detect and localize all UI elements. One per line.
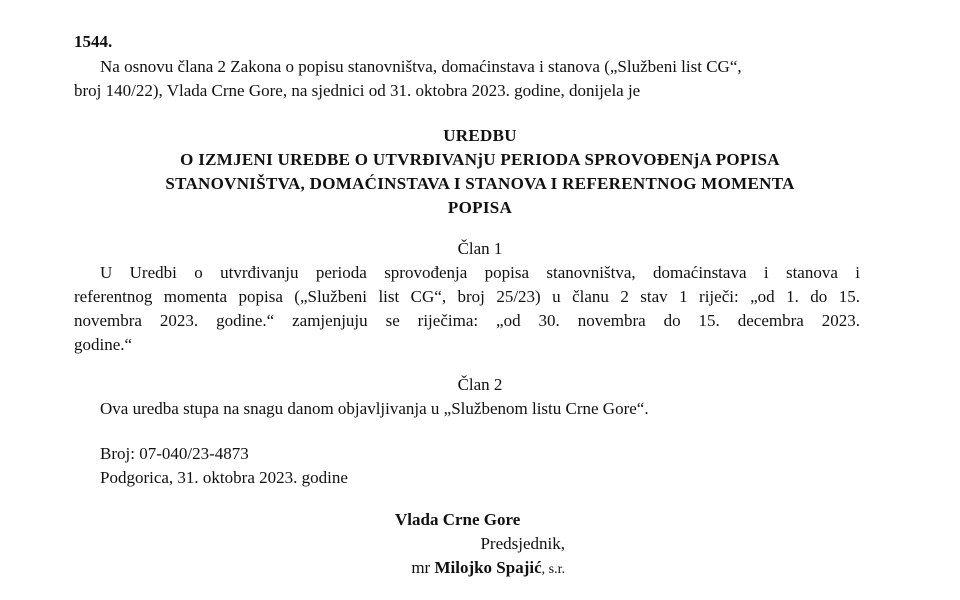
decree-number: 1544. [74, 32, 113, 51]
signature-name: Milojko Spajić [434, 558, 542, 577]
article-1-line-1: U Uredbi o utvrđivanju perioda sprovođenja popisa stanovništva, domaćinstava i stanova i [100, 263, 860, 282]
article-2-text: Ova uredba stupa na snagu danom objavljivanja u „Službenom listu Crne Gore“. [100, 399, 649, 418]
intro-line-2: broj 140/22), Vlada Crne Gore, na sjednici od 31. oktobra 2023. godine, donijela je [74, 81, 641, 100]
place-and-date: Podgorica, 31. oktobra 2023. godine [100, 468, 348, 487]
signature-body: Vlada Crne Gore [395, 510, 521, 529]
title-line-4: POPISA [447, 198, 513, 217]
signature-name-line [360, 556, 565, 582]
article-1-line-3: novembra 2023. godine.“ zamjenjuju se riječima: „od 30. novembra do 15. decembra 2023. [74, 311, 860, 330]
article-1-line-2: referentnog momenta popisa („Službeni list CG“, broj 25/23) u članu 2 stav 1 riječi: „od 1. do 15. [74, 287, 860, 306]
title-line-3: STANOVNIŠTVA, DOMAĆINSTAVA I STANOVA I REFERENTNOG MOMENTA [165, 174, 795, 193]
signature-title-prefix: mr [411, 558, 435, 577]
intro-line-1: Na osnovu člana 2 Zakona o popisu stanovništva, domaćinstava i stanova („Službeni list CG“, [100, 57, 742, 76]
article-1-heading: Član 1 [457, 239, 503, 258]
article-1-line-4: godine.“ [74, 335, 133, 354]
title-line-2: O IZMJENI UREDBE O UTVRĐIVANjU PERIODA SPROVOĐENjA POPISA [180, 150, 780, 169]
signature-role: Predsjednik, [480, 534, 565, 553]
signature-suffix: , s.r. [541, 562, 565, 577]
title-line-1: UREDBU [443, 126, 517, 145]
article-2-heading: Član 2 [457, 375, 503, 394]
reference-number: Broj: 07-040/23-4873 [100, 444, 249, 463]
